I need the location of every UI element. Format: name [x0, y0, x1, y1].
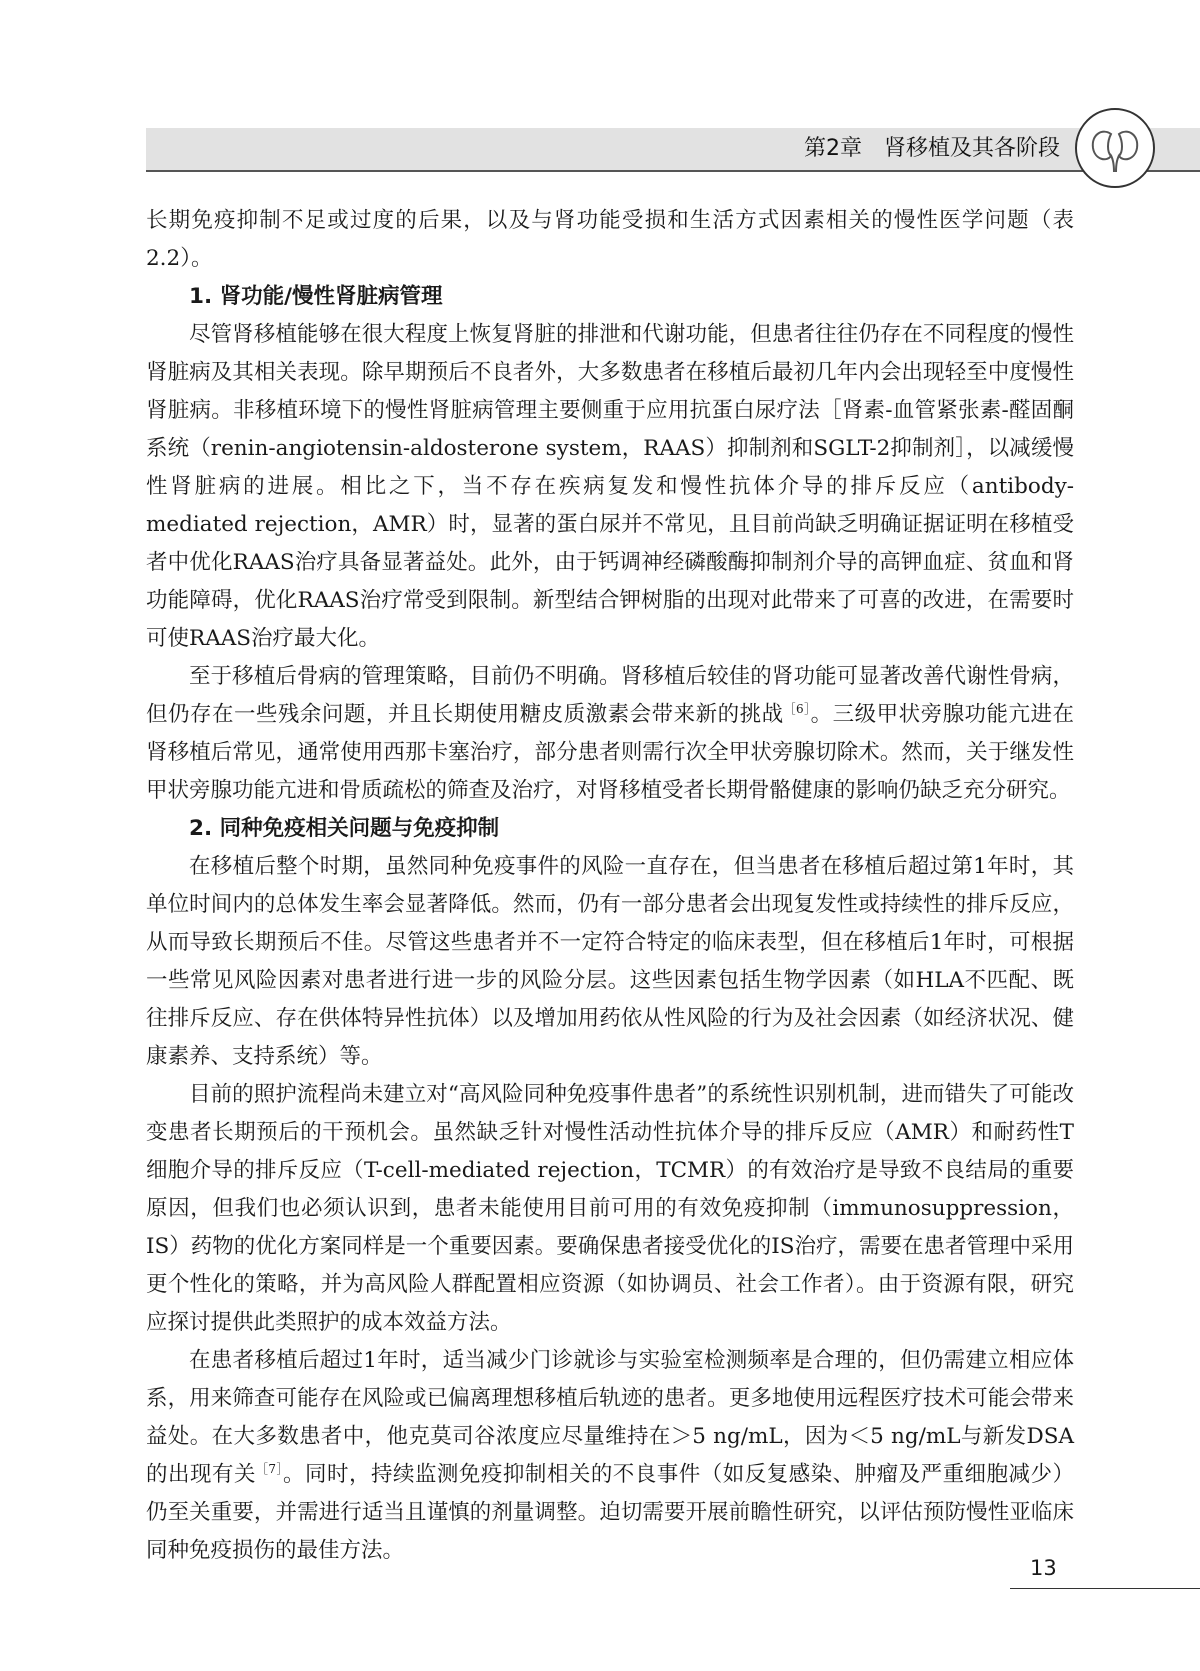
body-text	[146, 202, 1074, 1570]
paragraph-text: 。同时，持续监测免疫抑制相关的不良事件（如反复感染、肿瘤及严重细胞减少）仍至关重要，并需进行适当且谨慎的剂量调整。迫切需要开展前瞻性研究，以评估预防慢性亚临床同种免疫损伤的最佳方法。	[146, 1462, 1074, 1563]
paragraph: 在移植后整个时期，虽然同种免疫事件的风险一直存在，但当患者在移植后超过第1年时，其单位时间内的总体发生率会显著降低。然而，仍有一部分患者会出现复发性或持续性的排斥反应，从而导致长期预后不佳。尽管这些患者并不一定符合特定的临床表型，但在移植后1年时，可根据一些常见风险因素对患者进行进一步的风险分层。这些因素包括生物学因素（如HLA不匹配、既往排斥反应、存在供体特异性抗体）以及增加用药依从性风险的行为及社会因素（如经济状况、健康素养、支持系统）等。	[146, 854, 1074, 1069]
page-number: 13	[1030, 1556, 1057, 1580]
paragraph-text: 。三级甲状旁腺功能亢进在肾移植后常见，通常使用西那卡塞治疗，部分患者则需行次全甲状旁腺切除术。然而，关于继发性甲状旁腺功能亢进和骨质疏松的筛查及治疗，对肾移植受者长期骨骼健康的影响仍缺乏充分研究。	[146, 702, 1074, 803]
paragraph-text: 至于移植后骨病的管理策略，目前仍不明确。肾移植后较佳的肾功能可显著改善代谢性骨病，但仍存在一些残余问题，并且长期使用糖皮质激素会带来新的挑战	[146, 664, 1074, 727]
paragraph	[146, 658, 1074, 810]
paragraph-text: 在患者移植后超过1年时，适当减少门诊就诊与实验室检测频率是合理的，但仍需建立相应体系，用来筛查可能存在风险或已偏离理想移植后轨迹的患者。更多地使用远程医疗技术可能会带来益处。在大多数患者中，他克莫司谷浓度应尽量维持在＞5 ng/mL，因为＜5 ng/mL与新发DSA的出现有关	[146, 1348, 1074, 1487]
kidney-icon	[1075, 108, 1155, 188]
paragraph: 尽管肾移植能够在很大程度上恢复肾脏的排泄和代谢功能，但患者往往仍存在不同程度的慢性肾脏病及其相关表现。除早期预后不良者外，大多数患者在移植后最初几年内会出现轻至中度慢性肾脏病。非移植环境下的慢性肾脏病管理主要侧重于应用抗蛋白尿疗法［肾素-血管紧张素-醛固酮系统（renin-angiotensin-aldosterone system，RAAS）抑制剂和SGLT-2抑制剂］，以减缓慢性肾脏病的进展。相比之下，当不存在疾病复发和慢性抗体介导的排斥反应（antibody-mediated rejection，AMR）时，显著的蛋白尿并不常见，且目前尚缺乏明确证据证明在移植受者中优化RAAS治疗具备显著益处。此外，由于钙调神经磷酸酶抑制剂介导的高钾血症、贫血和肾功能障碍，优化RAAS治疗常受到限制。新型结合钾树脂的出现对此带来了可喜的改进，在需要时可使RAAS治疗最大化。	[146, 322, 1074, 651]
citation-ref: ［7］	[255, 1462, 284, 1476]
running-header-chapter: 第2章 肾移植及其各阶段	[804, 136, 1060, 161]
paragraph: 目前的照护流程尚未建立对“高风险同种免疫事件患者”的系统性识别机制，进而错失了可能改变患者长期预后的干预机会。虽然缺乏针对慢性活动性抗体介导的排斥反应（AMR）和耐药性T细胞介导的排斥反应（T-cell-mediated rejection，TCMR）的有效治疗是导致不良结局的重要原因，但我们也必须认识到，患者未能使用目前可用的有效免疫抑制（immunosuppression，IS）药物的优化方案同样是一个重要因素。要确保患者接受优化的IS治疗，需要在患者管理中采用更个性化的策略，并为高风险人群配置相应资源（如协调员、社会工作者）。由于资源有限，研究应探讨提供此类照护的成本效益方法。	[146, 1082, 1074, 1335]
section-heading: 2. 同种免疫相关问题与免疫抑制	[189, 816, 500, 841]
section-heading: 1. 肾功能/慢性肾脏病管理	[189, 284, 443, 309]
paragraph: 长期免疫抑制不足或过度的后果，以及与肾功能受损和生活方式因素相关的慢性医学问题（表2.2）。	[146, 208, 1074, 271]
paragraph	[146, 1342, 1074, 1570]
footer-rule	[1010, 1588, 1200, 1589]
citation-ref: ［6］	[783, 702, 811, 716]
